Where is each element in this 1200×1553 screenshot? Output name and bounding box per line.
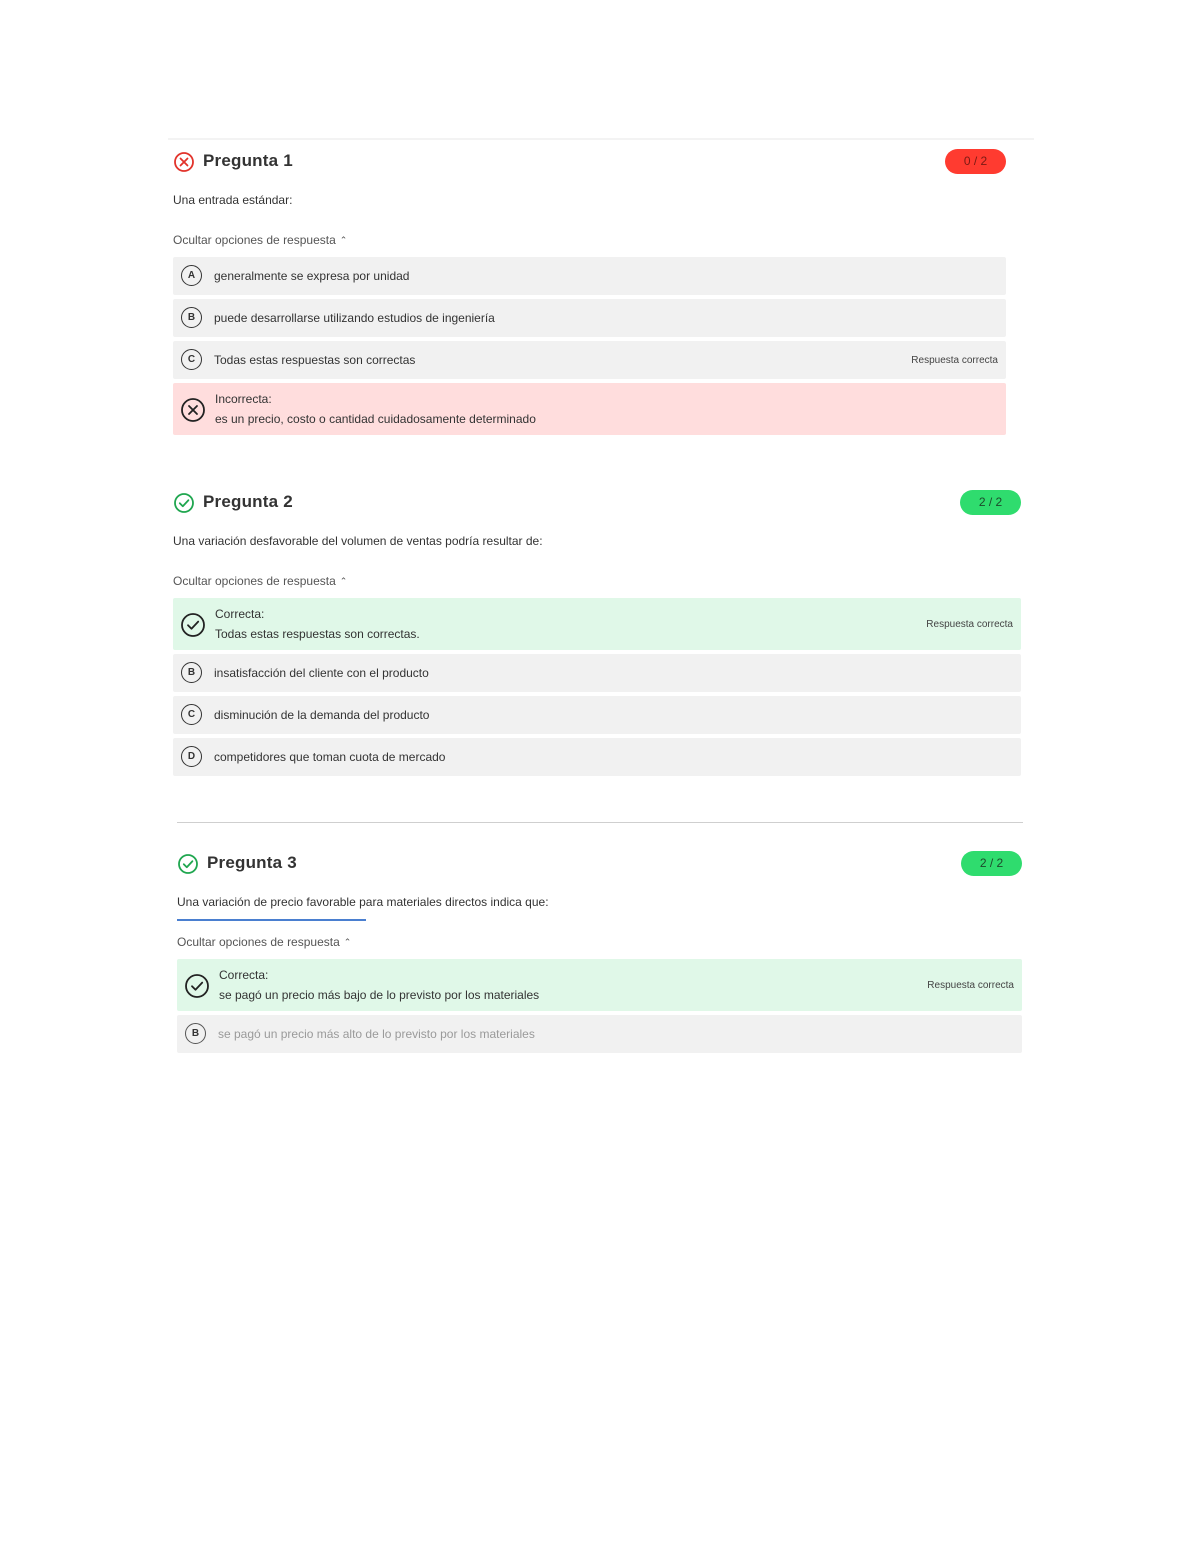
option-letter: B [185,1023,206,1044]
option-text: Todas estas respuestas son correctas [214,353,416,367]
option-b[interactable] [177,1015,1022,1053]
question-text: Una variación de precio favorable para materiales directos indica que: [177,895,549,909]
option-text: se pagó un precio más alto de lo previsto por los materiales [218,1027,535,1041]
toggle-label: Ocultar opciones de respuesta [177,935,340,949]
question-title: Pregunta 3 [207,853,297,872]
option-letter: C [181,704,202,725]
option-selected-correct[interactable] [173,598,1021,650]
option-selected-incorrect[interactable] [173,383,1006,435]
toggle-label: Ocultar opciones de respuesta [173,233,336,247]
question-2 [173,490,1021,780]
option-text: se pagó un precio más bajo de lo previsto por los materiales [219,988,540,1002]
focus-underline [177,919,366,921]
incorrect-label: Incorrecta: [215,392,272,406]
option-text: puede desarrollarse utilizando estudios de ingeniería [214,311,495,325]
option-letter: C [181,349,202,370]
chevron-up-icon: ⌃ [343,937,352,947]
option-c[interactable] [173,341,1006,379]
question-3 [177,851,1022,1057]
option-letter: A [181,265,202,286]
question-header [173,490,1021,520]
top-rule [168,138,1034,140]
question-text: Una entrada estándar: [173,193,293,207]
answer-options [177,959,1022,1053]
score-badge: 2 / 2 [960,490,1021,515]
option-b[interactable] [173,654,1021,692]
chevron-up-icon: ⌃ [339,576,348,586]
option-b[interactable] [173,299,1006,337]
toggle-label: Ocultar opciones de respuesta [173,574,336,588]
answer-options [173,257,1006,435]
x-circle-icon [173,151,195,173]
check-circle-icon [173,492,195,514]
question-text: Una variación desfavorable del volumen de ventas podría resultar de: [173,534,543,548]
check-circle-icon [177,853,199,875]
option-a[interactable] [173,257,1006,295]
question-title: Pregunta 1 [203,151,293,170]
check-circle-icon [184,973,210,999]
option-text: generalmente se expresa por unidad [214,269,410,283]
x-circle-icon [180,397,206,423]
score-badge: 2 / 2 [961,851,1022,876]
option-text: insatisfacción del cliente con el producto [214,666,429,680]
chevron-up-icon: ⌃ [339,235,348,245]
option-letter: D [181,746,202,767]
check-circle-icon [180,612,206,638]
answer-options [173,598,1021,776]
question-1 [173,149,1006,439]
option-text: es un precio, costo o cantidad cuidadosamente determinado [215,412,536,426]
correct-answer-tag: Respuesta correcta [927,980,1014,991]
correct-answer-tag: Respuesta correcta [911,355,998,366]
score-badge: 0 / 2 [945,149,1006,174]
option-d[interactable] [173,738,1021,776]
option-letter: B [181,662,202,683]
hide-options-toggle[interactable] [173,574,1021,592]
hide-options-toggle[interactable] [173,233,1006,251]
question-title: Pregunta 2 [203,492,293,511]
option-c[interactable] [173,696,1021,734]
option-text: disminución de la demanda del producto [214,708,430,722]
correct-label: Correcta: [215,607,265,621]
option-text: competidores que toman cuota de mercado [214,750,446,764]
option-letter: B [181,307,202,328]
correct-answer-tag: Respuesta correcta [926,619,1013,630]
question-header [173,149,1006,179]
section-divider [177,822,1023,823]
correct-label: Correcta: [219,968,269,982]
option-text: Todas estas respuestas son correctas. [215,627,420,641]
hide-options-toggle[interactable] [177,935,1022,953]
option-selected-correct[interactable] [177,959,1022,1011]
question-header [177,851,1022,881]
